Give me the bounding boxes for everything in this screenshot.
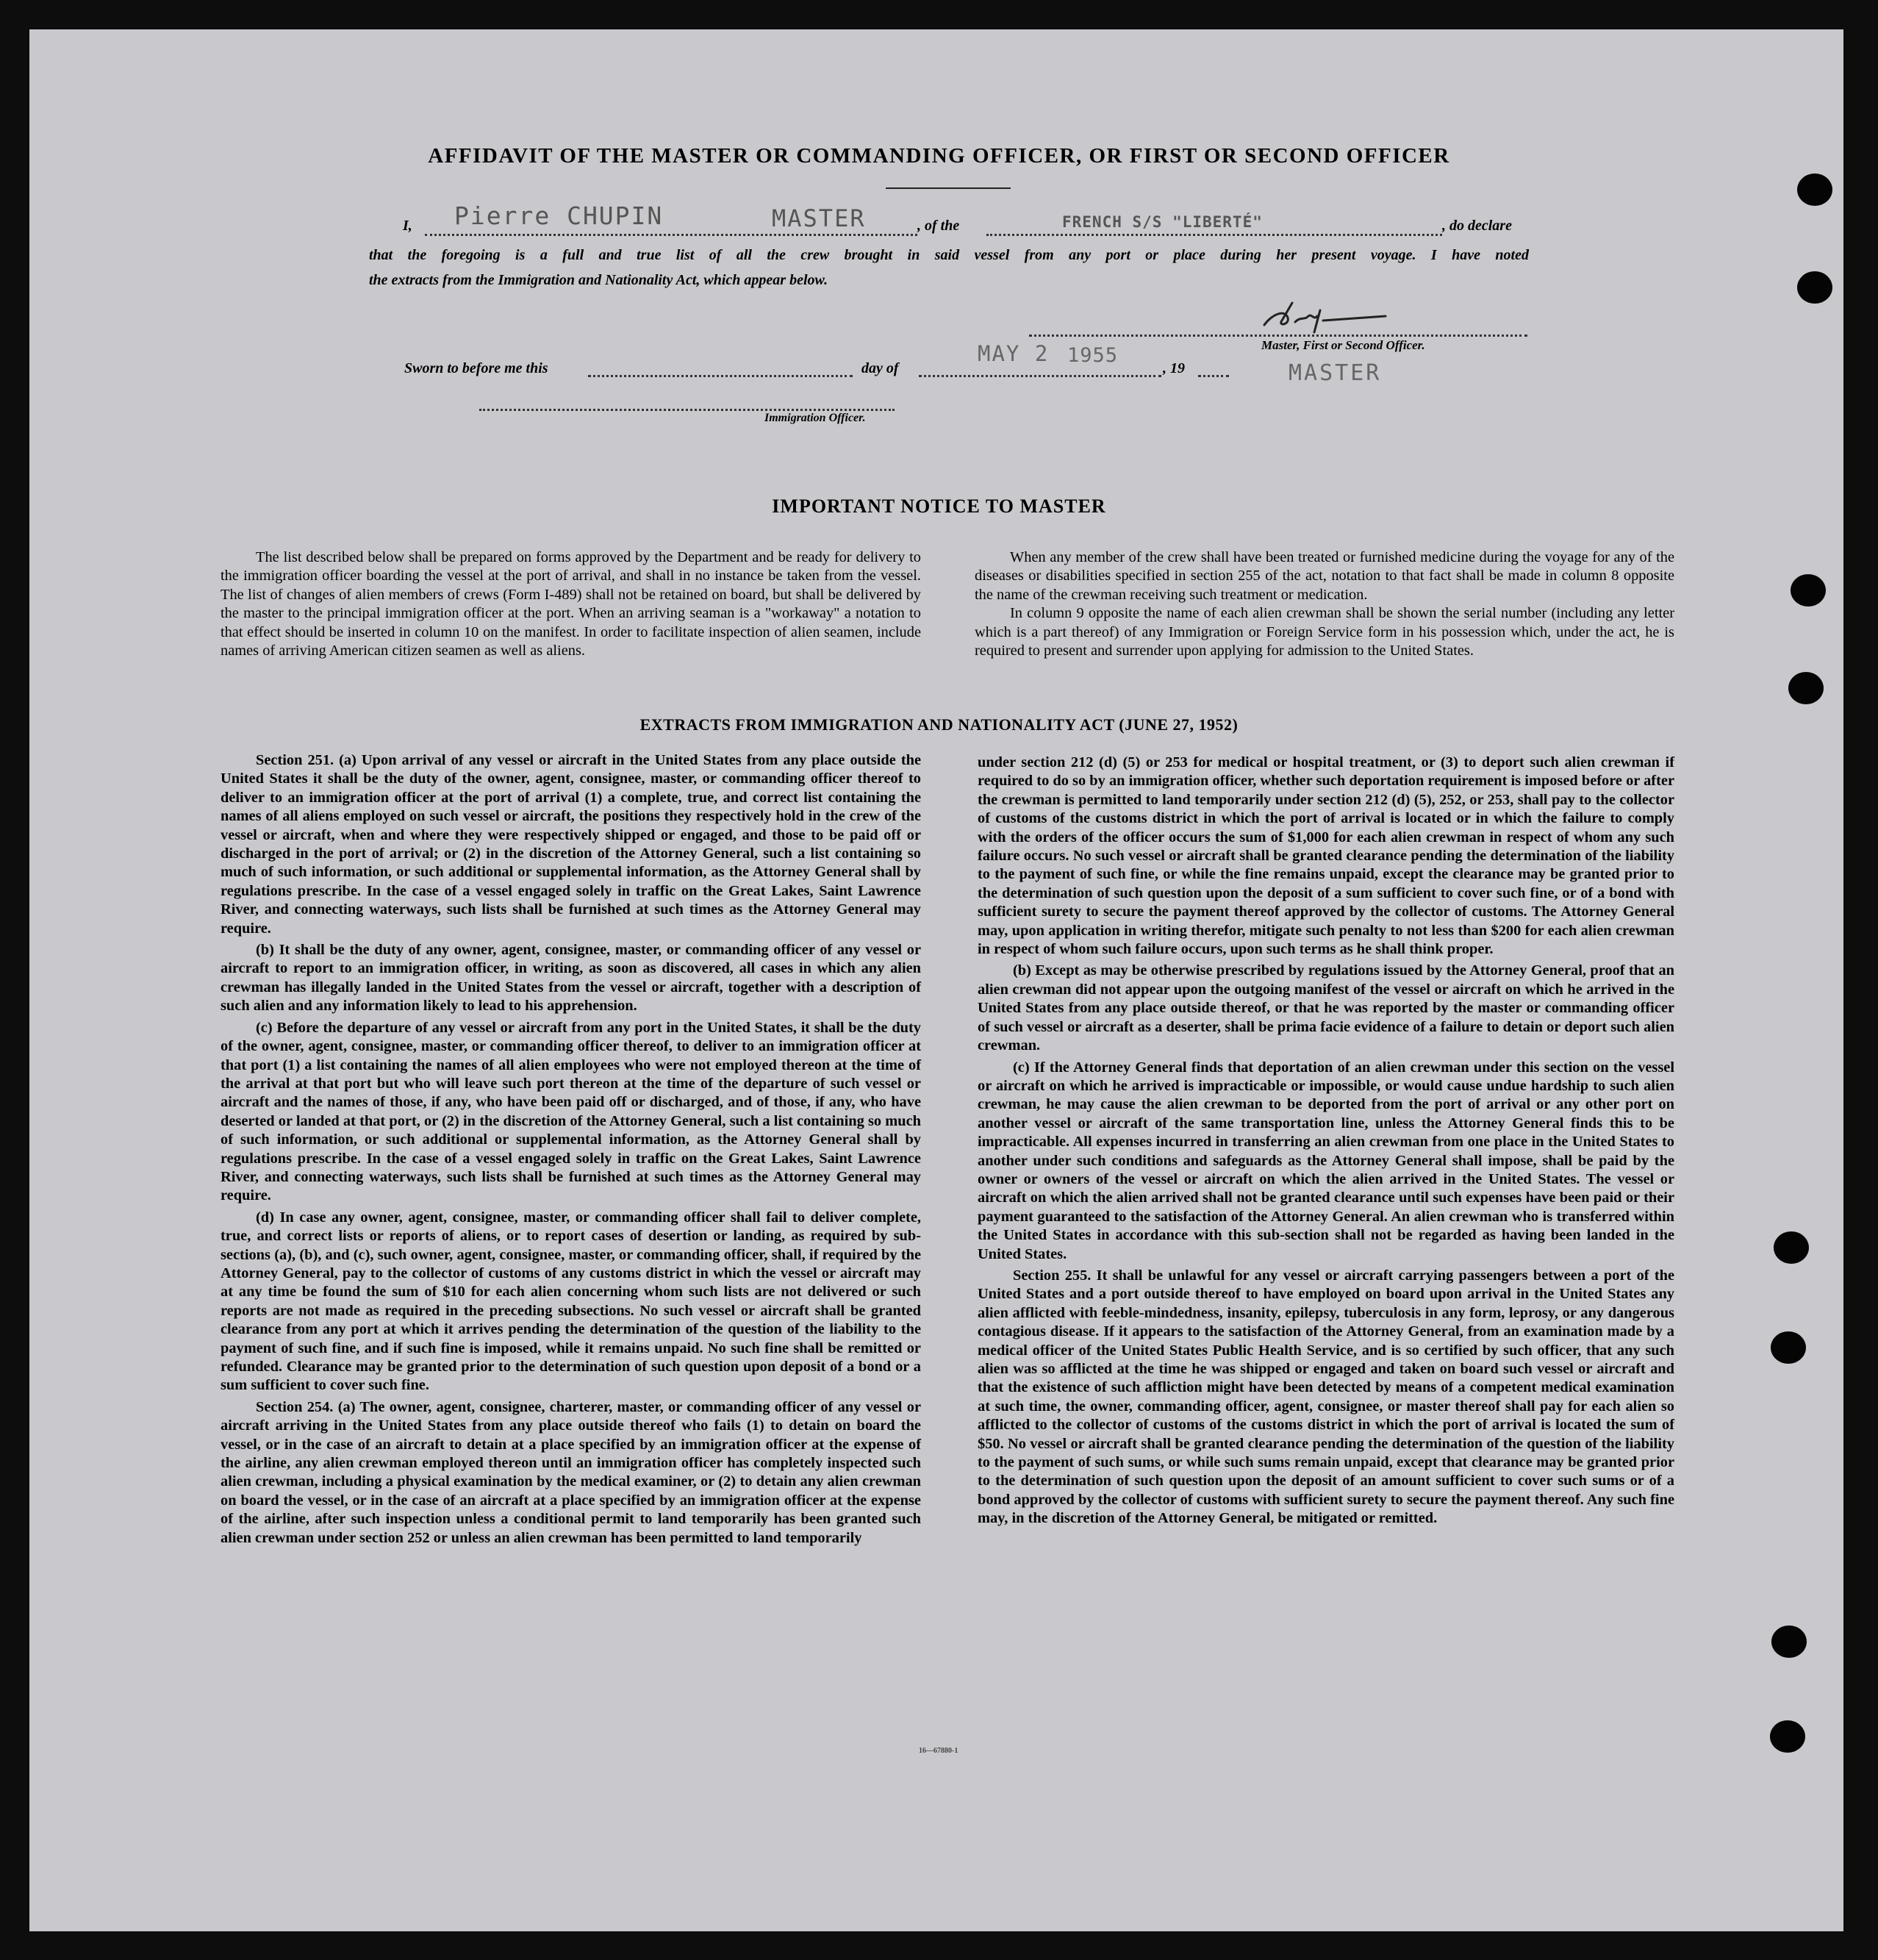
master-signature (1250, 294, 1397, 338)
vessel-name-field: FRENCH S/S "LIBERTÉ" (1062, 213, 1263, 231)
affidavit-title: AFFIDAVIT OF THE MASTER OR COMMANDING OFFICER, OR FIRST OR SECOND OFFICER (428, 144, 1450, 168)
notice-right-paragraph-1: When any member of the crew shall have been treated or furnished medicine during the voyage for any of the diseases or disabilities specified in section 255 of the act, notation to that fact shall be made in column 8 opposite the name of the crewman receiving such treatment or medication. (975, 549, 1674, 603)
year-line (1198, 375, 1229, 377)
notice-left-column (221, 548, 921, 660)
immigration-officer-line (479, 409, 895, 411)
punch-hole-icon (1797, 174, 1832, 206)
date-stamp-year: 1955 (1067, 344, 1119, 367)
name-line (425, 234, 917, 236)
notice-right-paragraph-2: In column 9 opposite the name of each alien crewman shall be shown the serial number (including any letter which is a part thereof) of any Immigration or Foreign Service form in his possession which, under the act, he is required to present and surrender upon applying for admission to the United States. (975, 605, 1674, 659)
punch-hole-icon (1770, 1720, 1805, 1753)
notice-heading: IMPORTANT NOTICE TO MASTER (772, 496, 1106, 517)
punch-hole-icon (1774, 1231, 1809, 1264)
punch-hole-icon (1797, 271, 1832, 304)
officer-caption: Master, First or Second Officer. (1261, 338, 1425, 352)
vessel-line (986, 234, 1442, 236)
extracts-right-column (978, 754, 1674, 1531)
officer-signature-line (1029, 335, 1527, 337)
notice-right-column (975, 548, 1674, 660)
section-254-a: Section 254. (a) The owner, agent, consignee, charterer, master, or commanding officer of any vessel or aircraft arriving in the United States from any place outside thereof who fails (1) to detain on board the vessel, or in the case of an aircraft to detain at a place specified by an immigration officer at the expense of the airline, any alien crewman employed thereon until an immigration officer has completely inspected such alien crewman, including a physical examination by the medical examiner, or (2) to detain any alien crewman on board the vessel, or in the case of an aircraft at a place specified by an immigration officer at the expense of the airline, after such inspection unless a conditional permit to land temporarily has been granted such alien crewman under section 252 or unless an alien crewman has been permitted to land temporarily (221, 1398, 921, 1546)
punch-hole-icon (1788, 672, 1824, 704)
form-code: 16—67880-1 (919, 1747, 958, 1755)
section-254-b: (b) Except as may be otherwise prescribed by regulations issued by the Attorney General, proof that an alien crewman did not appear upon the outgoing manifest of the vessel or aircraft on which he arrived in the United States from any place outside thereof, or that he was reported by the master or commanding officer of such vessel or aircraft as a deserter, shall be prima facie evidence of a failure to detain or deport such alien crewman. (978, 962, 1674, 1054)
master-name-field: Pierre CHUPIN (454, 201, 664, 230)
punch-hole-icon (1771, 1625, 1807, 1658)
sworn-label: Sworn to before me this (404, 360, 548, 376)
i-label: I, (403, 218, 412, 234)
declaration-line-2: the extracts from the Immigration and Nationality Act, which appear below. (369, 272, 828, 288)
master-rank-field: MASTER (772, 204, 866, 232)
month-line (919, 375, 1161, 377)
punch-hole-icon (1791, 574, 1826, 607)
section-254-c: (c) If the Attorney General finds that deportation of an alien crewman under this section on the vessel or aircraft on which he arrived is impracticable or impossible, or would cause undue hardship to such alien crewman, he may cause the alien crewman to be deported from the port of arrival or any other port on another vessel or aircraft of the same transportation line, unless the Attorney General finds this to be impracticable. All expenses incurred in transferring an alien crewman from one place in the United States to another under such conditions and safeguards as the Attorney General shall impose, shall be paid by the owner or owners of the vessel or aircraft on which the alien arrived in the United States. The vessel or aircraft on which the alien arrived shall not be granted clearance until such expenses have been paid or their payment guaranteed to the satisfaction of the Attorney General. An alien crewman who is transferred within the United States in accordance with this sub-section shall not be regarded as having been landed in the United States. (978, 1059, 1674, 1262)
of-the-label: , of the (917, 218, 960, 234)
notice-left-paragraph: The list described below shall be prepared on forms approved by the Department and be ready for delivery to the immigration officer boarding the vessel at the port of arrival, and shall in no instance be taken from the vessel. The list of changes of alien members of crews (Form I-489) shall not be retained on board, but shall be delivered by the master to the principal immigration officer at the port. When an arriving seaman is a "workaway" a notation to that effect should be inserted in column 10 on the manifest. In order to facilitate inspection of alien seamen, include names of arriving American citizen seamen as well as aliens. (221, 549, 921, 659)
sworn-day-line (588, 375, 853, 377)
date-stamp-month: MAY 2 (978, 341, 1050, 366)
section-251-a: Section 251. (a) Upon arrival of any vessel or aircraft in the United States from any place outside the United States it shall be the duty of the owner, agent, consignee, master, or commanding officer thereof to deliver to an immigration officer at the port of arrival (1) a complete, true, and correct list containing the names of all aliens employed on such vessel or aircraft, the positions they respectively hold in the crew of the vessel or aircraft, when and where they were respectively shipped or engaged, and those to be paid off or discharged in the port of arrival; or (2) in the discretion of the Attorney General, such a list containing so much of such information, or such additional or supplemental information, as the Attorney General shall by regulations prescribe. In the case of a vessel engaged solely in traffic on the Great Lakes, Saint Lawrence River, and connecting waterways, such lists shall be furnished at such times as the Attorney General may require. (221, 752, 921, 937)
section-251-b: (b) It shall be the duty of any owner, agent, consignee, master, or commanding officer of any vessel or aircraft to report to an immigration officer, in writing, as soon as discovered, all cases in which any alien crewman has illegally landed in the United States from the vessel or aircraft, together with a description of such alien and any information likely to lead to his apprehension. (221, 942, 921, 1015)
section-251-c: (c) Before the departure of any vessel or aircraft from any port in the United States, it shall be the duty of the owner, agent, consignee, master, or commanding officer thereof, to deliver to an immigration officer at that port (1) a list containing the names of all alien employees who were not employed thereon at the time of the arrival at that port but who will leave such port thereon at the time of the departure of such vessel or aircraft and the names of those, if any, who have been paid off or discharged, and of those, if any, who have deserted or landed at that port, or (2) in the discretion of the Attorney General, such a list containing so much of such information, or such additional or supplemental information, as the Attorney General shall by regulations prescribe. In the case of a vessel engaged solely in traffic on the Great Lakes, Saint Lawrence River, and connecting waterways, such lists shall be furnished at such times as the Attorney General may require. (221, 1019, 921, 1204)
title-rule (886, 187, 1011, 189)
section-251-d: (d) In case any owner, agent, consignee, master, or commanding officer shall fail to deliver complete, true, and correct lists or reports of aliens, or to report cases of desertion or landing, as required by sub-sections (a), (b), and (c), such owner, agent, consignee, master, or commanding officer, shall, if required by the Attorney General, pay to the collector of customs of any customs district in which the vessel or aircraft may at any time be found the sum of $10 for each alien concerning whom such lists are not delivered or such reports are not made as required in the preceding subsections. No such vessel or aircraft shall be granted clearance from any port at which it arrives pending the determination of the question of the liability to the payment of such fine, and if such fine is imposed, while it remains unpaid. No such fine shall be remitted or refunded. Clearance may be granted prior to the determination of such question upon deposit of a bond or a sum sufficient to cover such fine. (221, 1209, 921, 1394)
do-declare-label: , do declare (1442, 218, 1512, 234)
section-255: Section 255. It shall be unlawful for any vessel or aircraft carrying passengers between a port of the United States and a port outside thereof to have employed on board upon arrival in the United States any alien afflicted with feeble-mindedness, insanity, epilepsy, tuberculosis in any form, leprosy, or any dangerous contagious disease. If it appears to the satisfaction of the Attorney General, from an examination made by a medical officer of the United States Public Health Service, and is so certified by such officer, that any such alien was so afflicted at the time he was shipped or engaged and taken on board such vessel or aircraft and that the existence of such affliction might have been detected by means of a competent medical examination at such time, the owner, commanding officer, agent, consignee, or master thereof shall pay for each alien so afflicted to the collector of customs of the customs district in which the port of arrival is located the sum of $50. No vessel or aircraft shall be granted clearance pending the determination of the question of the liability to the payment of such sums, or while such sums remain unpaid, except that clearance may be granted prior to the determination of such question upon the deposit of an amount sufficient to cover such sums or of a bond approved by the collector of customs with sufficient surety to secure the payment thereof. Any such fine may, in the discretion of the Attorney General, be mitigated or remitted. (978, 1267, 1674, 1527)
immigration-officer-caption: Immigration Officer. (764, 412, 866, 424)
declaration-line-1: that the foregoing is a full and true list of all the crew brought in said vessel from any port or place during her present voyage. I have noted (369, 247, 1529, 263)
nineteen-label: , 19 (1163, 360, 1185, 376)
extracts-left-column (221, 751, 921, 1551)
punch-hole-icon (1771, 1331, 1806, 1364)
master-stamp: MASTER (1289, 360, 1382, 386)
day-of-label: day of (861, 360, 899, 376)
section-254-a-continued: under section 212 (d) (5) or 253 for medical or hospital treatment, or (3) to deport such alien crewman if required to do so by an immigration officer, whether such deportation requirement is imposed before or after the crewman is permitted to land temporarily under section 212 (d) (5), 252, or 253, shall pay to the collector of customs of the customs district in which the port of arrival is located or in which the failure to comply with the orders of the officer occurs the sum of $1,000 for each alien crewman in respect of whom any such failure occurs. No such vessel or aircraft shall be granted clearance pending the determination of the liability to the payment of such fine, or while the fine remains unpaid, except the clearance may be granted prior to the determination of such question upon the deposit of a sum sufficient to cover such fine, or of a bond with sufficient surety to secure the payment thereof approved by the collector of customs. The Attorney General may, upon application in writing therefor, mitigate such penalty to not less than $200 for each alien crewman in respect of whom such failure occurs, upon such terms as he shall think proper. (978, 754, 1674, 958)
extracts-heading: EXTRACTS FROM IMMIGRATION AND NATIONALITY ACT (JUNE 27, 1952) (639, 715, 1239, 734)
